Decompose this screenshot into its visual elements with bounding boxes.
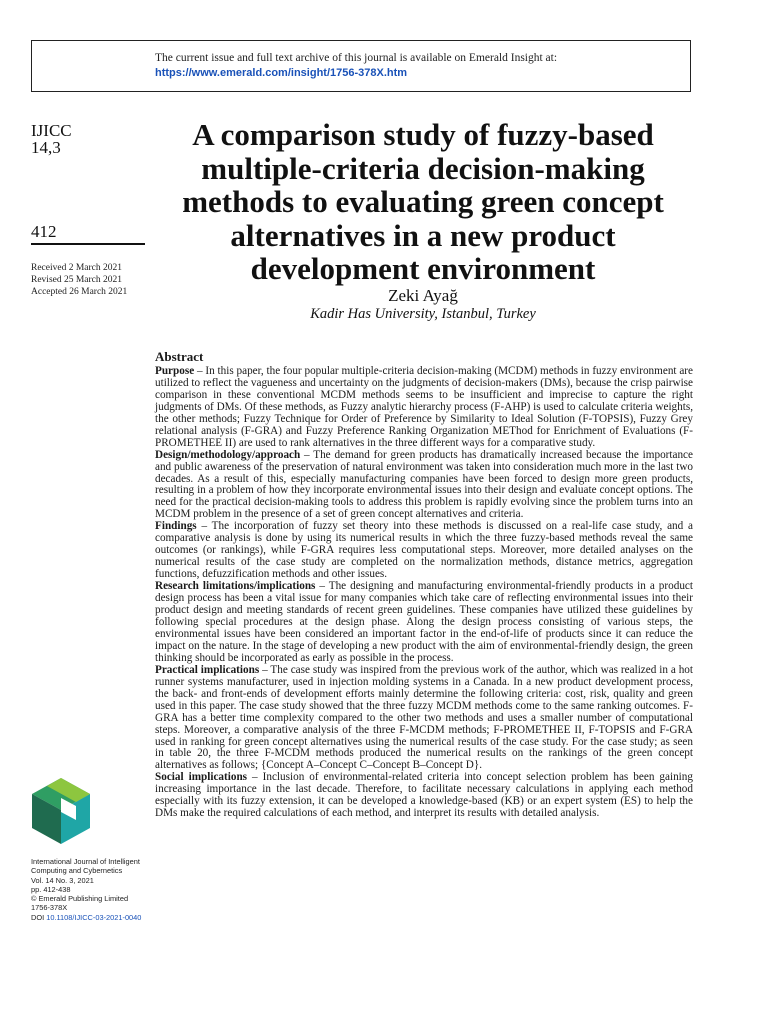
publisher: © Emerald Publishing Limited	[31, 894, 129, 904]
abstract-practical-implications	[155, 665, 693, 773]
notice-line: The current issue and full text archive of this journal is available on Emerald Insight at:	[155, 52, 558, 64]
abstract-section-label: Design/methodology/approach	[155, 448, 301, 461]
doi-link[interactable]: 10.1108/IJICC-03-2021-0040	[46, 912, 142, 922]
abstract-section-label: Practical implications	[155, 663, 260, 676]
revised-date: Revised 25 March 2021	[31, 275, 123, 285]
journal-notice-box	[31, 40, 691, 92]
article-history	[31, 262, 127, 298]
page-number-rule	[31, 243, 145, 245]
page-number: 412	[31, 222, 57, 241]
abstract-section-label: Research limitations/implications	[155, 580, 316, 593]
abstract-section-text: – The case study was inspired from the previous work of the author, which was realized in a hot runner systems manufacturer, used in injection molding systems in a Canada. In a new product development process, the back- and front-ends of development efforts mainly determine the following criteria: cost, risk, quality and green used in this paper. The case study showed that the three fuzzy MCDM methods come to the same ranking outcomes. F-GRA has a better time complexity compared to the other two methods and uses a smaller number of computational steps. Moreover, a comparative analysis of the three F-MCDM methods; F-PROMETHEE II, F-TOPSIS and F-GRA used in ranking for green concept alternatives using the numerical results of the case study. For the case study; as seen in table 20, the three F-MCDM methods produced the numerical results on the rankings of the green concept alternatives as follows; {Concept A–Concept C–Concept B–Concept D}.	[155, 663, 694, 772]
abstract-section-text: – The incorporation of fuzzy set theory into these methods is discussed on a real-life case study, and a comparative analysis is done by using its numerical results in which the three fuzzy-based methods reveal the same outcomes (or rankings), while F-GRA requires less computational steps. Moreover, more detailed analyses on the numerical results of the case study are completed on the normalization methods, distance metrics, aggregation functions, defuzzification methods and other issues.	[155, 520, 693, 581]
journal-archive-link[interactable]: https://www.emerald.com/insight/1756-378X.htm	[155, 67, 408, 79]
accepted-date: Accepted 26 March 2021	[31, 287, 128, 297]
abstract-section-text: – Inclusion of environmental-related criteria into concept selection problem has been gaining increasing importance in the last decade. Therefore, to facilitate necessary calculations in applying each method especially with its fuzzy extension, it can be developed a knowledge-based (KB) or an expert system (ES) to help the DMs make the required calculations of each method, and interpret its results with detailed analysis.	[155, 771, 693, 820]
author-name: Zeki Ayağ	[388, 286, 458, 305]
author-affiliation: Kadir Has University, Istanbul, Turkey	[310, 306, 536, 322]
page-range: pp. 412-438	[31, 884, 71, 894]
journal-notice-text	[155, 51, 557, 81]
abstract-section-text: – The demand for green products has dramatically increased because the importance and public awareness of the preservation of natural environment was taken into consideration much more in the last two decades. As a result of this, especially manufacturing companies have been forced to design more green products, resulting in a problem of how they incorporate environmental issues into their design and evaluate concept options. The need for the practical decision-making tools to address this problem is rapidly evolving since the problem turns into an MCDM problem in the presence of a set of green concept alternatives and criteria.	[155, 448, 693, 521]
volume-info: Vol. 14 No. 3, 2021	[31, 875, 94, 885]
abstract-section-text: – In this paper, the four popular multiple-criteria decision-making (MCDM) methods in fuzzy environment are utilized to reflect the vagueness and uncertainty on the judgments of decision-makers (DMs), because the crisp pairwise comparison in these conventional MCDM methods seems to be insufficient and imprecise to capture the right judgments of DMs. Of these methods, as Fuzzy analytic hierarchy process (F-AHP) is used to calculate criteria weights, the other methods; Fuzzy Technique for Order of Preference by Similarity to Ideal Solution (F-TOPSIS), Fuzzy Grey relational analysis (F-GRA) and Fuzzy Preference Ranking Organization METhod for Enrichment of Evaluations (F- PROMETHEE II) are used to rank alternatives in the three different ways for a comparative study.	[155, 364, 693, 449]
abstract-section-text: – The designing and manufacturing environmental-friendly products in a product design process has been a vital issue for many companies which take care of reflecting environmental issues into their product design and meeting standards of recent green guidelines. These companies have utilized these guidelines by following special procedures at the design phase. Along the design process consisting of various steps, the environmental issues have been considered an important factor in the end-of-life of products since it can reduce the impact on the nature. In the stage of developing a new product with the aim of environmental-friendly design, the green thinking should be incorporated as early as possible in the process.	[155, 580, 693, 664]
doi-line	[31, 913, 153, 922]
publication-info	[31, 857, 153, 922]
abstract	[155, 351, 693, 820]
journal-volume-issue: 14,3	[31, 138, 61, 157]
doi-label: DOI	[31, 912, 45, 922]
abstract-heading: Abstract	[155, 349, 204, 364]
abstract-section-label: Findings	[155, 520, 197, 533]
abstract-social-implications	[155, 772, 693, 820]
abstract-section-label: Social implications	[155, 771, 248, 784]
abstract-purpose	[155, 366, 693, 450]
issn: 1756-378X	[31, 903, 68, 913]
article-title: A comparison study of fuzzy-based multiple-criteria decision-making methods to evaluating green concept alternatives in a new product development environment	[182, 117, 664, 286]
abstract-research-limitations	[155, 581, 693, 665]
journal-full-name-1: International Journal of Intelligent	[31, 857, 140, 866]
abstract-section-label: Purpose	[155, 364, 195, 377]
journal-code	[31, 122, 72, 156]
journal-logo-icon	[30, 776, 92, 846]
abstract-design	[155, 450, 693, 522]
journal-full-name-2: Computing and Cybernetics	[31, 866, 123, 876]
abstract-findings	[155, 521, 693, 581]
journal-abbrev: IJICC	[31, 121, 72, 140]
received-date: Received 2 March 2021	[31, 263, 123, 273]
